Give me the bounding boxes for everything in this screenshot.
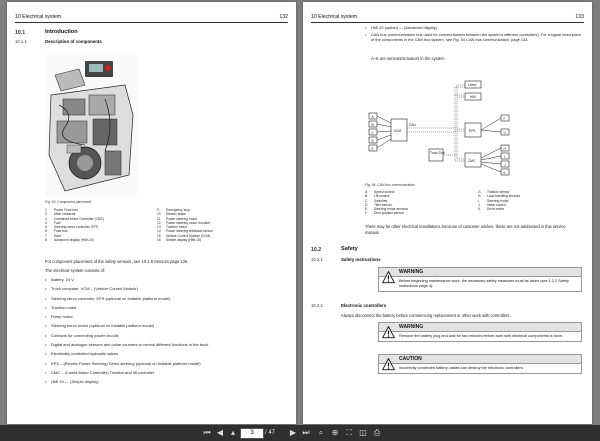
legend-row: B. Lift control [365, 194, 390, 199]
svg-text:Truck-Tool: Truck-Tool [430, 151, 445, 155]
legend-row: 13 Traction motor [157, 225, 188, 230]
split-view-icon[interactable]: ◫ [359, 428, 367, 437]
figure-caption: Fig. 54: CAN bus communication [365, 183, 415, 187]
page-number-input[interactable]: 3 [240, 428, 264, 439]
fullscreen-icon[interactable]: ⛶ [346, 428, 352, 437]
next-page-button[interactable]: ▶ [289, 428, 297, 437]
list-item: • Steering servo motor (optional on foldable platform model) [45, 323, 208, 332]
svg-text:Lintex: Lintex [468, 83, 477, 87]
svg-text:C: C [371, 131, 374, 135]
list-item: • Digital and analogue sensors and pulse counters to control different functions in the truck [45, 342, 208, 351]
legend-row: 2 Main contactor [45, 212, 76, 217]
subsection-title: Safety instructions [341, 257, 381, 262]
can-bus-diagram [365, 79, 525, 179]
list-item: • CAN bus (communication bus used for communication between the system's different controllers). For a signal description of the components in the CAN bus system, see Fig. 54 CAN bus communication, page 133. [365, 33, 581, 43]
component-legend-right [157, 208, 213, 242]
svg-text:EPS: EPS [469, 129, 476, 133]
section-title: Introduction [45, 29, 78, 35]
svg-text:VCM: VCM [394, 129, 402, 133]
svg-text:D: D [371, 139, 374, 143]
subsection-title: Description of components [45, 39, 102, 44]
search-icon[interactable]: ⌕ [318, 428, 324, 437]
svg-text:B: B [371, 123, 374, 127]
can-legend-right [478, 190, 520, 211]
warning-triangle-icon [382, 271, 395, 284]
output-box [501, 153, 509, 159]
component-legend-left [45, 208, 104, 242]
subsection-number: 10.2.2 [311, 303, 323, 308]
continued-list [365, 26, 581, 43]
legend-row: G. Traction sensor [478, 190, 510, 194]
legend-row: E. Steering motor sensors [365, 207, 409, 212]
zoom-in-icon[interactable]: ⊕ [331, 428, 339, 437]
svg-text:A: A [371, 115, 374, 119]
list-item: • EPS – (Electric Power Steering) Servo steering (optional on foldable platform model) [45, 361, 208, 370]
section-title: Safety [341, 246, 358, 252]
list-item: • HMI 10 — (Simple display) [45, 379, 208, 388]
legend-row: F. Zero position sensor [365, 211, 404, 216]
section-number: 10.1 [15, 30, 26, 36]
caution-triangle-icon [382, 358, 395, 371]
sensor-note: A–K are sensors/actuators in the system. [371, 56, 446, 61]
legend-row: 7 Horn [45, 233, 62, 238]
notice-title: CAUTION [379, 355, 581, 364]
system-components-list [45, 277, 208, 389]
list-item: • Electrically controlled hydraulic valves [45, 351, 208, 360]
svg-text:H: H [503, 147, 506, 151]
svg-text:G: G [503, 131, 506, 135]
subsection-title: Electronic controllers [341, 303, 387, 308]
legend-row: J. Valve control [478, 202, 506, 207]
warning-notice [378, 267, 582, 292]
svg-text:CMC: CMC [468, 159, 476, 163]
subsection-number: 10.1.1 [15, 39, 27, 44]
legend-row: 5 Steering servo controller, EPS [45, 225, 98, 230]
list-item: • Pump motor [45, 314, 208, 323]
notice-text: Incorrectly connected battery cables can destroy the electronic controllers. [399, 366, 524, 370]
component-placement-figure [45, 55, 137, 197]
caution-notice [378, 354, 582, 374]
svg-text:E: E [371, 147, 374, 151]
warning-notice [378, 322, 582, 342]
svg-text:I: I [504, 155, 505, 159]
electronic-text: Always disconnect the battery before commencing replacement or other work with controllers. [341, 313, 511, 318]
page-number: 133 [575, 13, 584, 20]
svg-text:F: F [503, 117, 506, 121]
subsection-number: 10.2.1 [311, 257, 323, 262]
viewer-toolbar [0, 425, 600, 441]
section-number: 10.2 [311, 247, 322, 253]
legend-row: I. Steering motor [478, 198, 509, 203]
print-icon[interactable]: ⎙ [373, 428, 381, 437]
legend-row: 12 Power steering motor encoder [157, 220, 211, 225]
list-item: • Steering servo controller, EPS (optional on foldable platform model) [45, 296, 208, 305]
list-item: • HMI 20 (option) — (Advanced display) [365, 26, 581, 31]
legend-row: D. Tiller sensor [365, 202, 392, 207]
legend-row: 3 Combined Motor Controller (CMC) [45, 216, 105, 221]
header-title: 10 Electrical system [311, 13, 358, 20]
figure-caption: Fig. 53: Component placement [45, 200, 92, 204]
svg-text:HMI: HMI [470, 95, 476, 99]
list-item: • CMC – (Combi Motor Controller) Traction and lift controller [45, 370, 208, 379]
legend-row: 11 Power steering motor [157, 216, 198, 221]
previous-page-button[interactable]: ◀ [216, 428, 224, 437]
legend-row: K. Drive motor [478, 207, 505, 212]
page-header [311, 13, 584, 23]
list-item: • Traction motor [45, 305, 208, 314]
pdf-page-left [7, 2, 296, 424]
page-total: / 47 [265, 430, 276, 436]
notice-title: WARNING [379, 323, 581, 332]
can-legend-left [365, 190, 408, 216]
warning-triangle-icon [382, 326, 395, 339]
svg-text:J: J [504, 163, 506, 167]
legend-row: A. Speed control [365, 190, 395, 194]
last-page-button[interactable]: ⏭ [302, 428, 310, 437]
list-item: • Battery, 24 V [45, 277, 208, 286]
legend-row: 16 Simple display (HMI-10) [157, 238, 202, 243]
legend-row: C. Switches [365, 198, 388, 203]
notice-text: Before beginning maintenance work, the necessary safety measures must be taken (see 1.2.2 Safety instructions page 4). [399, 279, 569, 288]
notice-text: Remove the battery plug and wait for two minutes before work with electrical components is done. [399, 334, 564, 338]
notice-title: WARNING [379, 268, 581, 277]
legend-row: H. Load handling sensors [478, 194, 521, 199]
legend-row: 4 Fuel [45, 220, 61, 225]
page-number: 132 [279, 13, 288, 20]
scroll-up-icon[interactable]: ▴ [230, 428, 235, 437]
legend-row: 10 Electric brake [157, 212, 186, 217]
legend-row: 15 Vehicle Control Module (VCM) [157, 233, 211, 238]
placement-note: For component placement of the safety sensors, see 10.2.9 Sensors page 136. [45, 259, 189, 264]
list-item: • Truck computer, VCM – (Vehicle Control Module) [45, 286, 208, 295]
svg-text:CAN: CAN [409, 123, 416, 127]
first-page-button[interactable]: ⏮ [203, 428, 211, 437]
legend-row: 6 Fuse box [45, 229, 68, 234]
list-item: • Contacts for connecting power circuits [45, 333, 208, 342]
legend-row: 1 Power Fuse box [45, 208, 78, 212]
other-installations-text: There may be other electrical installations because of customer wishes, these are not addressed in this service manual. [365, 224, 566, 235]
pdf-page-right [303, 2, 592, 424]
svg-text:K: K [503, 171, 506, 175]
header-title: 10 Electrical system [15, 13, 62, 20]
legend-row: 14 Power steering feedback sensor [157, 229, 214, 234]
legend-row: 9 Emergency stop [157, 208, 190, 212]
system-intro: The electrical system consists of: [45, 268, 106, 273]
legend-row: 8 Advanced display (HMI-20) [45, 238, 94, 243]
page-header [15, 13, 288, 23]
